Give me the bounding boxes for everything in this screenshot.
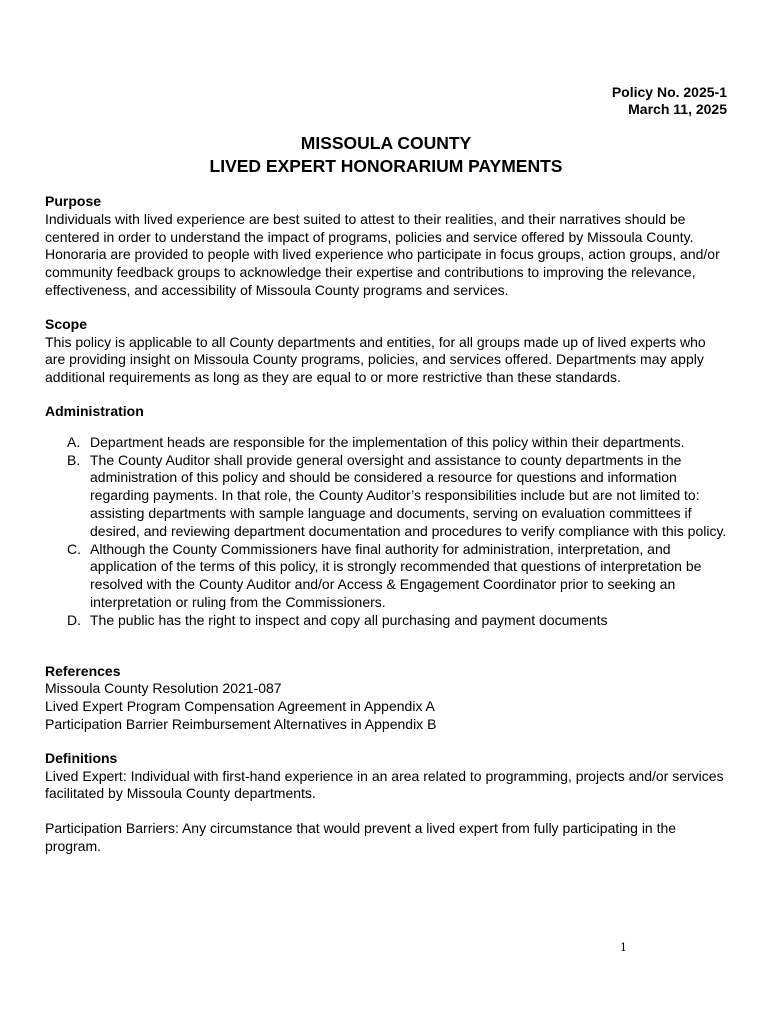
list-marker: A. [67,433,81,450]
list-item [45,452,727,541]
scope-text: This policy is applicable to all County departments and entities, for all groups made up of lived experts who are providing insight on Missoula County programs, policies, and services offered. Departments may apply additional requirements as long as they are equal to or more restrictive than these standards. [45,333,706,386]
policy-number: Policy No. 2025-1 [611,84,727,100]
definition-participation-barriers: Participation Barriers: Any circumstance that would prevent a lived expert from fully participating in the program. [45,820,677,854]
administration-list [45,434,727,630]
scope-heading: Scope [45,315,88,332]
document-title [45,132,727,178]
policy-meta [45,84,727,118]
list-item [45,541,727,612]
list-item-text: Department heads are responsible for the implementation of this policy within their departments. [90,433,685,450]
list-item-text: The County Auditor shall provide general oversight and assistance to county departments in the administration of this policy and should be considered a resource for questions and information regarding payments. In that role, the County Auditor’s responsibilities include but are not limited to: assisting departments with sample language and documents, serving on evaluation committees if desired, and reviewing department documentation and procedures to verify compliance with this policy. [90,451,727,539]
list-item-text: Although the County Commissioners have final authority for administration, interpretation, and application of the terms of this policy, it is strongly recommended that questions of interpretation be resolved with the County Auditor and/or Access & Engagement Coordinator prior to seeking an interpretation or ruling from the Commissioners. [90,540,702,610]
list-marker: B. [67,451,81,468]
purpose-heading: Purpose [45,193,102,209]
reference-line: Lived Expert Program Compensation Agreement in Appendix A [45,698,435,715]
purpose-section [45,193,727,300]
list-item [45,434,727,452]
definition-lived-expert: Lived Expert: Individual with first-hand experience in an area related to programming, projects and/or services facilitated by Missoula County departments. [45,767,724,802]
document-page [45,84,727,856]
definitions-section [45,750,727,856]
definitions-heading: Definitions [45,749,118,766]
list-marker: C. [67,540,81,557]
list-item-text: The public has the right to inspect and copy all purchasing and payment documents [90,611,608,628]
list-item [45,612,727,630]
administration-heading: Administration [45,402,144,419]
references-section [45,663,727,734]
title-line-1: MISSOULA COUNTY [300,133,472,153]
reference-line: Participation Barrier Reimbursement Alternatives in Appendix B [45,715,437,732]
reference-line: Missoula County Resolution 2021-087 [45,680,282,697]
list-marker: D. [67,611,81,628]
administration-section [45,403,727,630]
policy-date: March 11, 2025 [628,101,727,117]
title-line-2: LIVED EXPERT HONORARIUM PAYMENTS [209,156,563,176]
scope-section [45,316,727,387]
references-heading: References [45,662,121,679]
purpose-text: Individuals with lived experience are best suited to attest to their realities, and their narratives should be centered in order to understand the impact of programs, policies and service offered by Missoula County. Honoraria are provided to people with lived experience who participate in focus groups, action groups, and/or community feedback groups to acknowledge their expertise and contributions to improving the relevance, effectiveness, and accessibility of Missoula County programs and services. [45,210,720,298]
page-number: 1 [620,941,627,954]
